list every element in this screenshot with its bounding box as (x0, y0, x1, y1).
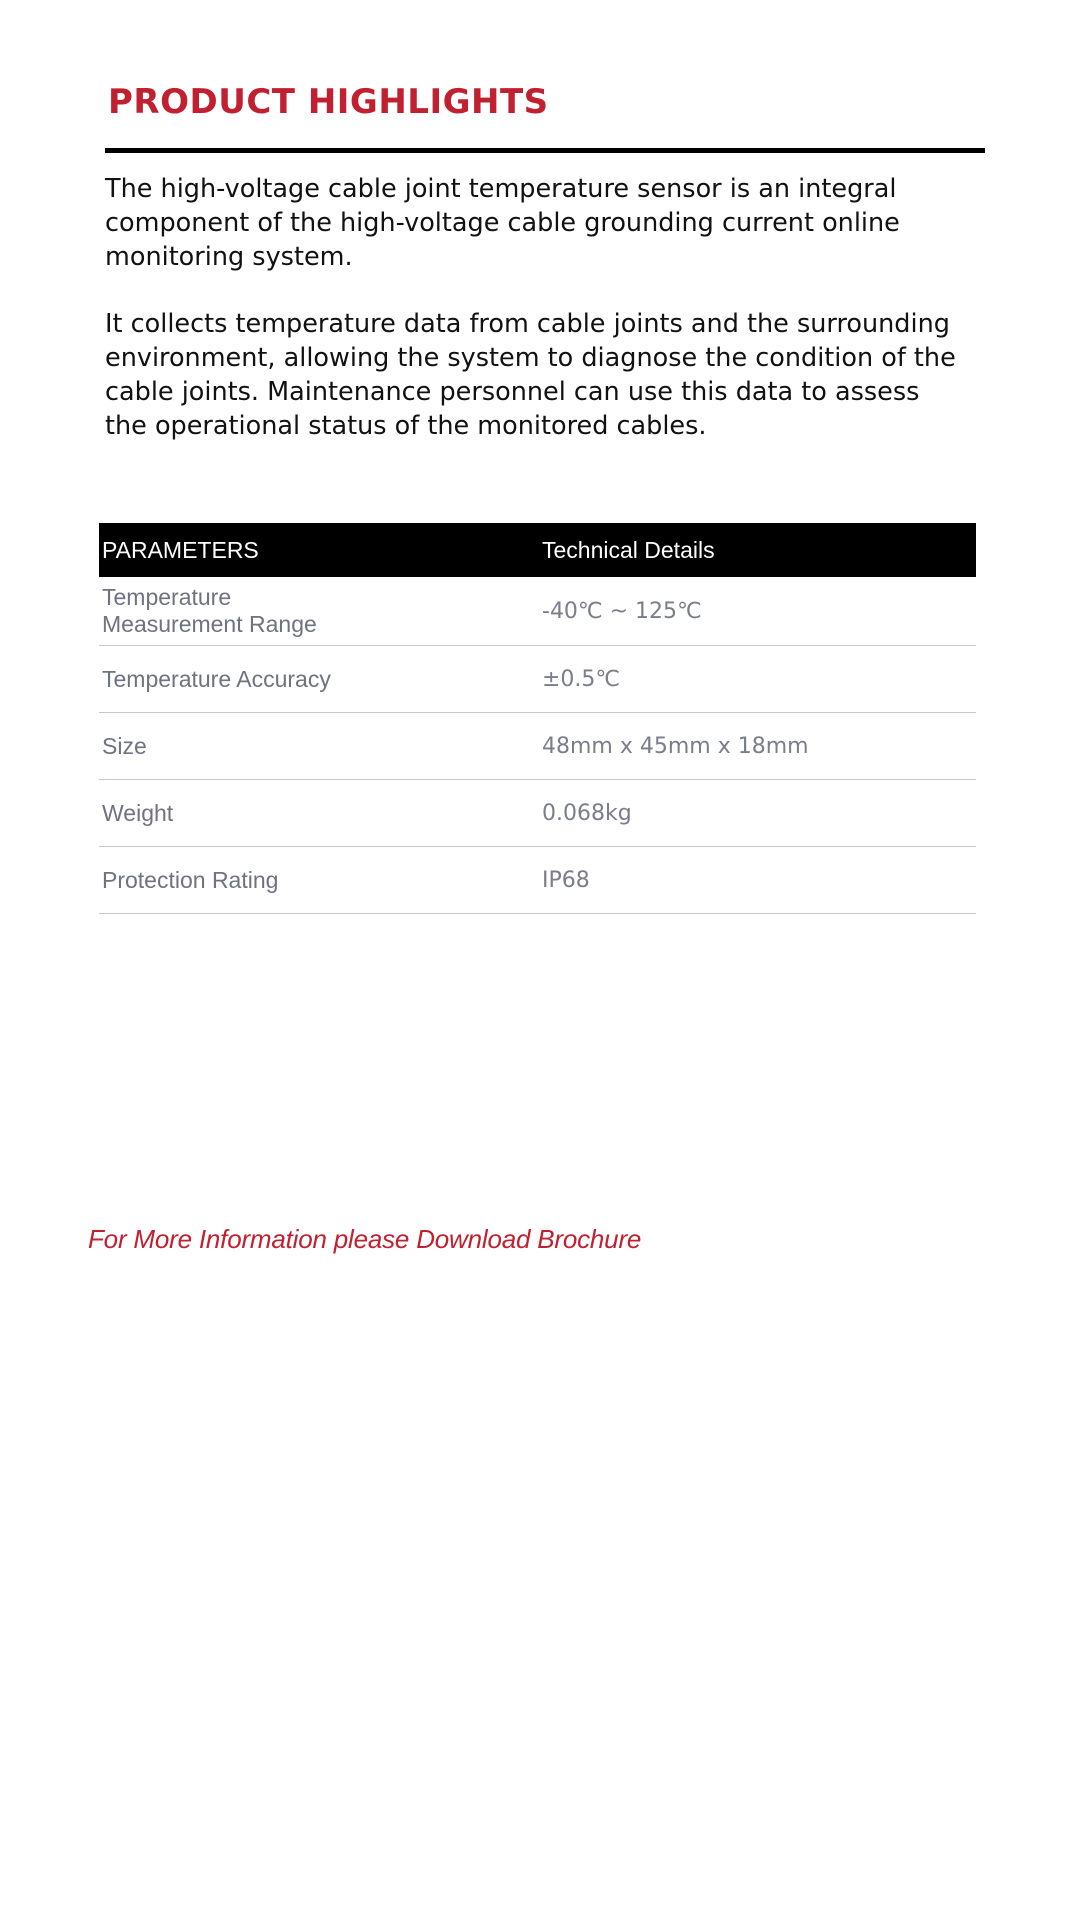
spec-table-header-row (99, 523, 976, 577)
table-row (99, 646, 976, 713)
parameter-cell (99, 646, 539, 713)
value-cell: 0.068kg (539, 780, 976, 847)
column-header-parameters: PARAMETERS (99, 523, 539, 577)
title-divider (105, 148, 985, 153)
column-header-technical-details: Technical Details (539, 523, 976, 577)
parameter-label: Size (102, 732, 147, 759)
parameter-cell (99, 577, 539, 646)
parameter-label: Temperature Measurement Range (102, 584, 317, 637)
parameter-label: Temperature Accuracy (102, 665, 331, 692)
table-row (99, 713, 976, 780)
table-row (99, 577, 976, 646)
parameter-cell (99, 847, 539, 914)
value-cell: ±0.5℃ (539, 646, 976, 713)
value-cell: 48mm x 45mm x 18mm (539, 713, 976, 780)
spec-table-header (99, 523, 976, 577)
section-title: PRODUCT HIGHLIGHTS (108, 82, 549, 122)
intro-paragraph-2: It collects temperature data from cable joints and the surrounding environment, allowing the system to diagnose the condition of the cable joints. Maintenance personnel can use this data to assess the operational status of the monitored cables. (105, 309, 956, 441)
value-cell: IP68 (539, 847, 976, 914)
spec-table-body (99, 577, 976, 914)
parameter-cell (99, 713, 539, 780)
download-brochure-link[interactable]: For More Information please Download Brochure (88, 1224, 642, 1254)
table-row (99, 847, 976, 914)
intro-paragraph-1: The high-voltage cable joint temperature sensor is an integral component of the high-voltage cable grounding current online monitoring system. (105, 174, 900, 272)
parameter-label: Weight (102, 799, 174, 826)
table-row (99, 780, 976, 847)
parameter-cell (99, 780, 539, 847)
parameter-label: Protection Rating (102, 866, 279, 893)
spec-table (99, 523, 976, 914)
value-cell: -40℃ ~ 125℃ (539, 577, 976, 646)
